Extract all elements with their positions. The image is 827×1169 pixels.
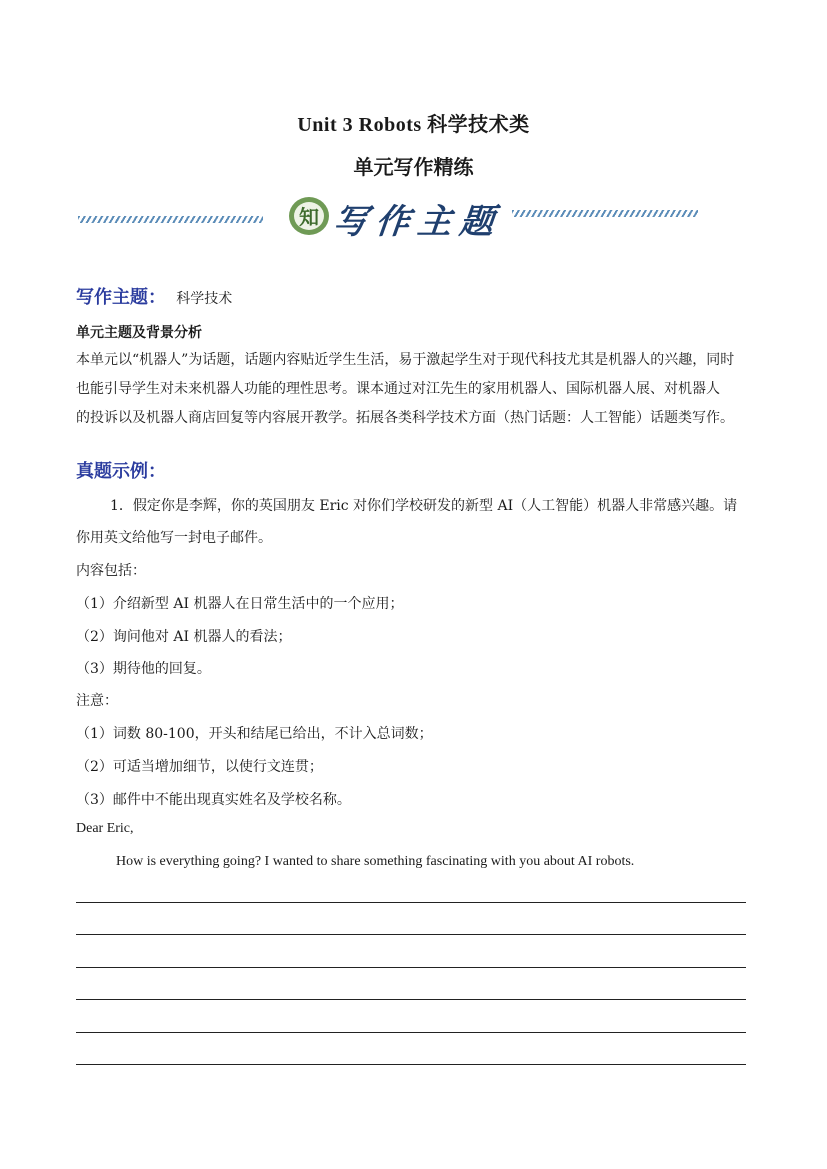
examples-heading: 真题示例：	[76, 461, 166, 482]
answer-line	[76, 999, 746, 1000]
analysis-heading: 单元主题及背景分析	[76, 325, 202, 341]
knowledge-badge-icon	[286, 194, 332, 240]
topic-label: 写作主题	[76, 287, 148, 308]
notes-label: 注意：	[76, 693, 118, 709]
analysis-line: 也能引导学生对未来机器人功能的理性思考。课本通过对江先生的家用机器人、国际机器人展、对机器人	[76, 381, 720, 397]
badge-glyph: 知	[299, 205, 319, 229]
document-subtitle: 单元写作精练	[353, 155, 474, 179]
notes-item: （3）邮件中不能出现真实姓名及学校名称。	[76, 792, 351, 808]
document-title: Unit 3 Robots 科学技术类	[297, 114, 530, 136]
question-line-1: 1．假定你是李辉，你的英国朋友 Eric 对你们学校研发的新型 AI（人工智能）机器人非常感兴趣。请	[110, 498, 738, 514]
banner-stripe-left	[78, 216, 263, 223]
analysis-line: 的投诉以及机器人商店回复等内容展开教学。拓展各类科学技术方面（热门话题：人工智能）话题类写作。	[76, 410, 734, 426]
answer-line	[76, 967, 746, 968]
analysis-paragraph	[76, 346, 756, 433]
topic-heading	[76, 283, 232, 309]
content-item: （3）期待他的回复。	[76, 661, 211, 677]
notes-item: （1）词数 80-100，开头和结尾已给出，不计入总词数；	[76, 726, 433, 742]
answer-line	[76, 1032, 746, 1033]
content-item: （1）介绍新型 AI 机器人在日常生活中的一个应用；	[76, 596, 404, 612]
section-banner	[78, 190, 698, 248]
letter-opening: How is everything going? I wanted to share something fascinating with you about AI robots.	[116, 854, 635, 869]
content-label: 内容包括：	[76, 563, 146, 579]
content-item: （2）询问他对 AI 机器人的看法；	[76, 629, 292, 645]
topic-colon: ：	[148, 287, 166, 308]
analysis-line: 本单元以“机器人”为话题，话题内容贴近学生生活，易于激起学生对于现代科技尤其是机器人的兴趣，同时	[76, 352, 735, 368]
question-line-2: 你用英文给他写一封电子邮件。	[76, 530, 272, 546]
notes-item: （2）可适当增加细节，以使行文连贯；	[76, 759, 323, 775]
answer-line	[76, 934, 746, 935]
answer-line	[76, 1064, 746, 1065]
answer-line	[76, 902, 746, 903]
banner-title: 写作主题	[331, 202, 504, 242]
topic-value: 科学技术	[176, 291, 233, 307]
banner-stripe-right	[512, 210, 698, 217]
letter-greeting: Dear Eric,	[76, 821, 134, 836]
